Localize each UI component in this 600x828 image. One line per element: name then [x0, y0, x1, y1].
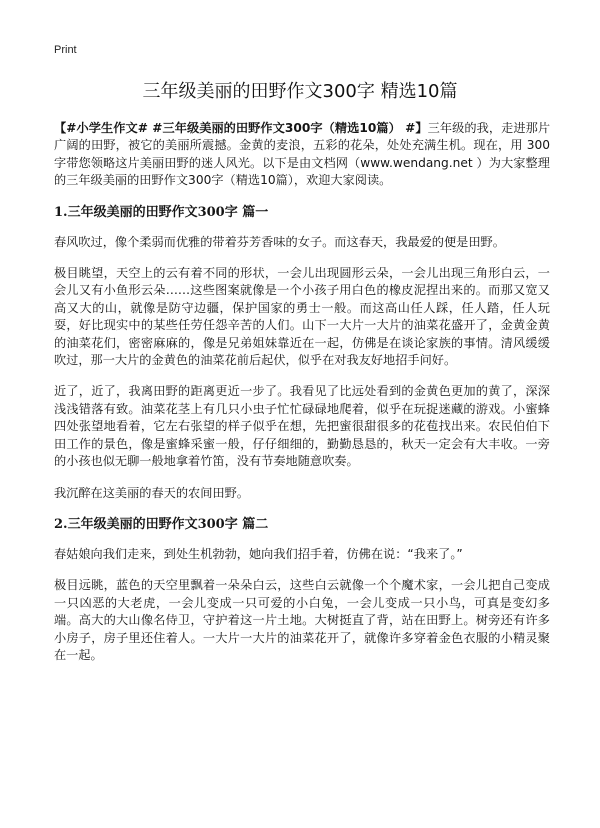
paragraph: 春风吹过，像个柔弱而优雅的带着芬芳香味的女子。而这春天，我最爱的便是田野。 [54, 234, 505, 249]
page-title: 三年级美丽的田野作文300字 精选10篇 [142, 81, 458, 102]
intro-tag: 【#小学生作文# #三年级美丽的田野作文300字（精选10篇） #】 [54, 121, 428, 135]
intro-text: 三年级的我，走进那片广阔的田野，被它的美丽所震撼。金黄的麦浪，五彩的花朵，处处充满生机。现在，用 300 字带您领略这片美丽田野的迷人风光。以下是由文档网（www.wendang.net ）为大家整理的三年级美丽的田野作文300字（精选10篇），欢迎大家阅读。 [54, 121, 551, 188]
paragraph: 极目远眺，蓝色的天空里飘着一朵朵白云，这些白云就像一个个魔术家，一会儿把自己变成一只凶恶的大老虎，一会儿变成一只可爱的小白兔，一会儿变成一只小鸟，可真是变幻多端。高大的大山像名侍卫，守护着这一片土地。大树挺直了背，站在田野上。树旁还有许多小房子，房子里还住着人。一大片一大片的油菜花开了，就像许多穿着金色衣服的小精灵聚在一起。 [54, 578, 550, 662]
intro-paragraph [54, 120, 550, 190]
article-body [54, 120, 550, 678]
paragraph: 近了，近了，我离田野的距离更近一步了。我看见了比远处看到的金黄色更加的黄了，深深浅浅错落有致。油菜花茎上有几只小虫子忙忙碌碌地爬着，似乎在玩捉迷藏的游戏。小蜜蜂四处张望地看着，它左右张望的样子似乎在想，先把蜜很甜很多的花苞找出来。农民伯伯下田工作的景色，像是蜜蜂采蜜一般，仔仔细细的，勤勤恳恳的，秋天一定会有大丰收。一旁的小孩也似无聊一般地拿着竹笛，没有节奏地随意吹奏。 [54, 384, 550, 469]
paragraph: 春姑娘向我们走来，到处生机勃勃，她向我们招手着，仿佛在说：“我来了。” [54, 546, 463, 561]
paragraph: 极目眺望，天空上的云有着不同的形状，一会儿出现圆形云朵，一会儿出现三角形白云，一会儿又有小鱼形云朵……这些图案就像是一个小孩子用白色的橡皮泥捏出来的。而那又宽又高又大的山，就像是防守边疆，保护国家的勇士一般。而这高山任人踩，任人踏，任人玩耍，好比现实中的某些任劳任怨辛苦的人们。山下一大片一大片的油菜花盛开了，金黄金黄的油菜花们，密密麻麻的，像是兄弟姐妹靠近在一起，仿佛是在谈论家族的事情。清风缓缓吹过，那一大片的金黄色的油菜花前后起伏，似乎在对我友好地招手问好。 [54, 266, 550, 368]
section-heading-1: 1.三年级美丽的田野作文300字 篇一 [54, 204, 269, 220]
paragraph: 我沉醉在这美丽的春天的农间田野。 [54, 485, 249, 500]
section-heading-2: 2.三年级美丽的田野作文300字 篇二 [54, 516, 269, 532]
print-label[interactable]: Print [54, 44, 77, 56]
